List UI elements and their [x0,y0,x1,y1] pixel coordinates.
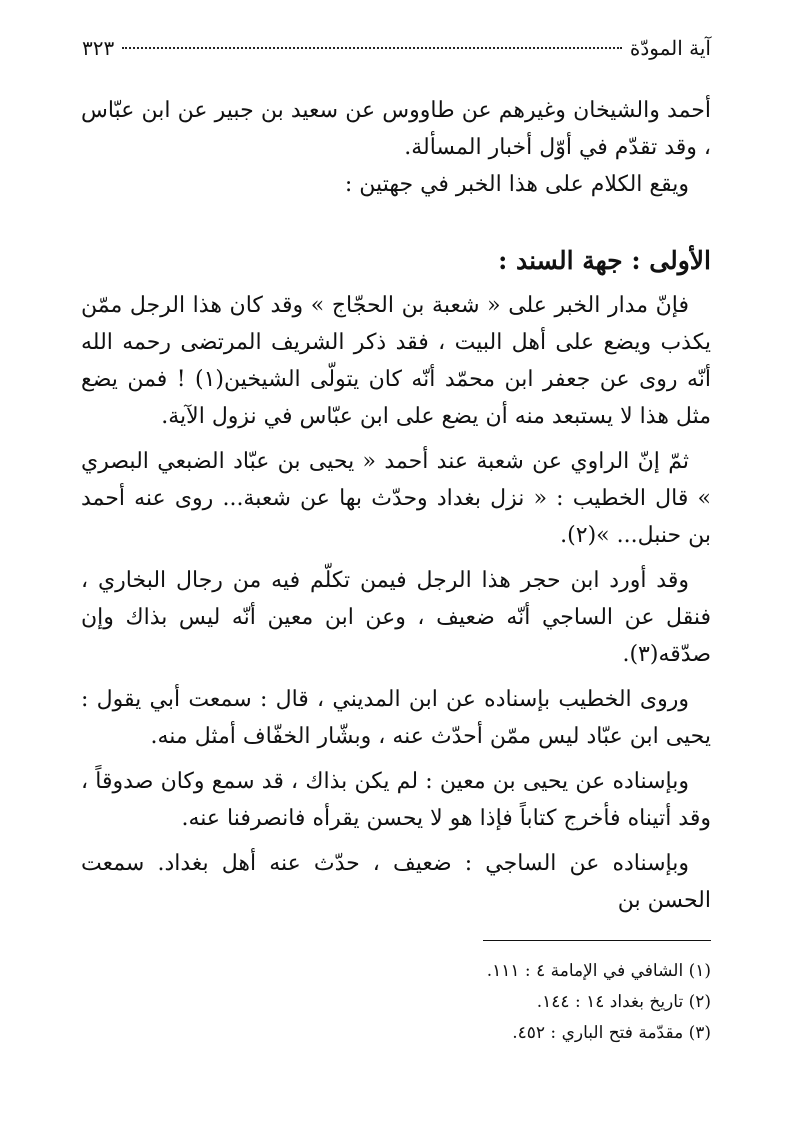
paragraph-8: وبإسناده عن الساجي : ضعيف ، حدّث عنه أهل بغداد. سمعت الحسن بن [81,851,711,913]
paragraph-5: وقد أورد ابن حجر هذا الرجل فيمن تكلّم فيه من رجال البخاري ، فنقل عن الساجي أنّه ضعيف ، وعن ابن معين أنّه ليس بذاك وإن صدّقه(٣). [81,568,711,667]
footnote-1: (١) الشافي في الإمامة ٤ : ١١١. [486,961,711,981]
paragraph-6: وروى الخطيب بإسناده عن ابن المديني ، قال : سمعت أبي يقول : يحيى ابن عبّاد ليس ممّن أحدّث عنه ، وبشّار الخفّاف أمثل منه. [81,687,711,749]
running-header [82,34,711,62]
dotted-leader [122,47,622,49]
main-text [81,92,711,919]
paragraph-2: ويقع الكلام على هذا الخبر في جهتين : [344,172,689,197]
footnote-separator [483,940,711,941]
footnote-3: (٣) مقدّمة فتح الباري : ٤٥٢. [512,1023,711,1043]
running-header-title: آية المودّة [629,36,711,60]
footnote-2: (٢) تاريخ بغداد ١٤ : ١٤٤. [536,992,711,1012]
paragraph-1: أحمد والشيخان وغيرهم عن طاووس عن سعيد بن جبير عن ابن عبّاس ، وقد تقدّم في أوّل أخبار المسألة. [81,98,711,160]
paragraph-7: وبإسناده عن يحيى بن معين : لم يكن بذاك ، قد سمع وكان صدوقاً ، وقد أتيناه فأخرج كتاباً فإذا هو لا يحسن يقرأه فانصرفنا عنه. [81,769,711,831]
page-number: ٣٢٣ [82,36,115,60]
paragraph-4: ثمّ إنّ الراوي عن شعبة عند أحمد « يحيى بن عبّاد الضبعي البصري » قال الخطيب : « نزل بغداد وحدّث بها عن شعبة... روى عنه أحمد بن حنبل... »(٢). [81,449,711,548]
paragraph-3: فإنّ مدار الخبر على « شعبة بن الحجّاج » وقد كان هذا الرجل ممّن يكذب ويضع على أهل البيت ، فقد ذكر الشريف المرتضى رحمه الله أنّه روى عن جعفر ابن محمّد أنّه كان يتولّى الشيخين(١) ! فمن يضع مثل هذا لا يستبعد منه أن يضع على ابن عبّاس في نزول الآية. [81,293,711,429]
section-heading: الأولى : جهة السند : [498,246,711,275]
footnotes [81,956,711,1049]
